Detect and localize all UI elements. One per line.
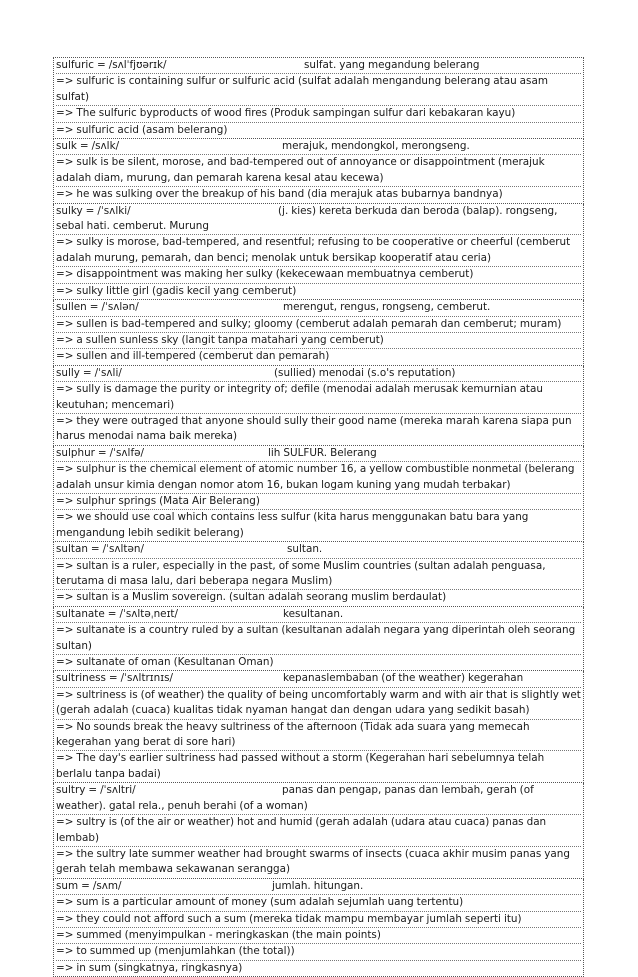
indonesian-meaning: lih SULFUR. Belerang [268,446,377,459]
example-sentence: => sultry is (of the air or weather) hot and humid (gerah adalah (udara atau cuaca) panas dan lembab) [56,815,581,847]
headword-pronunciation: sultry = /ˈsʌltri/ [56,784,136,797]
entry-headword-line [56,139,581,155]
example-sentence: => The sulfuric byproducts of wood fires (Produk sampingan sulfur dari kebakaran kayu) [56,106,581,122]
dictionary-entry [53,366,584,446]
entry-headword-line [56,446,581,462]
dictionary-page [53,57,584,977]
indonesian-meaning: (j. kies) kereta berkuda dan beroda (balap). rongseng, sebal hati. cemberut. Murung [56,204,558,233]
headword-pronunciation: sultanate = /ˈsʌltəˌneɪt/ [56,607,179,620]
entry-headword-line [56,58,581,74]
headword-pronunciation: sulfuric = /sʌlˈfjʊərɪk/ [56,59,167,71]
example-sentence: => sultan is a ruler, especially in the past, of some Muslim countries (sultan adalah penguasa, terutama di masa lalu, dari beberapa negara Muslim) [56,559,581,591]
example-sentence: => they could not afford such a sum (mereka tidak mampu membayar jumlah seperti itu) [56,912,581,928]
entry-headword-line [56,671,581,687]
example-sentence: => sulky is morose, bad-tempered, and resentful; refusing to be cooperative or cheerful (cemberut adalah murung, pemarah, dan benci; menolak untuk bersikap kooperatif atau ceria) [56,235,581,267]
example-sentence: => sum is a particular amount of money (sum adalah sejumlah uang tertentu) [56,895,581,911]
dictionary-entry [53,542,584,607]
indonesian-meaning: (sullied) menodai (s.o's reputation) [274,366,456,379]
entry-headword-line [56,542,581,558]
example-sentence: => sultanate is a country ruled by a sultan (kesultanan adalah negara yang diperintah oleh seorang sultan) [56,623,581,655]
example-sentence: => they were outraged that anyone should sully their good name (mereka marah karena siapa pun harus menodai nama baik mereka) [56,414,572,443]
entry-headword-line [56,204,581,236]
example-sentence: => sulfuric acid (asam belerang) [56,123,228,136]
example-sentence: => sulphur springs (Mata Air Belerang) [56,494,581,510]
example-sentence: => we should use coal which contains less sulfur (kita harus menggunakan batu bara yang mengandung lebih sedikit belerang) [56,511,529,539]
indonesian-meaning: jumlah. hitungan. [272,879,364,892]
headword-pronunciation: sullen = /ˈsʌlən/ [56,301,139,314]
example-sentence: => to summed up (menjumlahkan (the total)) [56,944,581,960]
example-sentence: => sultan is a Muslim sovereign. (sultan adalah seorang muslim berdaulat) [56,591,447,604]
dictionary-entry [53,204,584,300]
entry-headword-line [56,366,581,382]
headword-pronunciation: sully = /ˈsʌli/ [56,366,122,379]
headword-pronunciation: sultriness = /ˈsʌltrɪnɪs/ [56,672,174,685]
example-sentence: => sullen is bad-tempered and sulky; gloomy (cemberut adalah pemarah dan cemberut; muram) [56,317,581,333]
headword-pronunciation: sulky = /ˈsʌlki/ [56,204,131,217]
indonesian-meaning: kesultanan. [283,607,344,620]
indonesian-meaning: panas dan pengap, panas dan lembah, gerah (of weather). gatal rela., penuh berahi (of a woman) [56,784,534,812]
dictionary-entry [53,139,584,204]
example-sentence: => sullen and ill-tempered (cemberut dan pemarah) [56,350,330,363]
example-sentence: => sultriness is (of weather) the quality of being uncomfortably warm and with air that is slightly wet (gerah adalah (cuaca) kualitas tidak nyaman hangat dan dengan udara yang sedikit basah) [56,688,581,720]
dictionary-entry [53,300,584,366]
example-sentence: => the sultry late summer weather had brought swarms of insects (cuaca akhir musim panas yang gerah telah membawa sekawanan serangga) [56,847,570,876]
indonesian-meaning: merajuk, mendongkol, merongseng. [282,140,470,153]
example-sentence: => disappointment was making her sulky (kekecewaan membuatnya cemberut) [56,267,581,283]
example-sentence: => sulphur is the chemical element of atomic number 16, a yellow combustible nonmetal (belerang adalah unsur kimia dengan nomor atom 16, bukan logam kuning yang mudah terbakar) [56,462,581,494]
headword-pronunciation: sulk = /sʌlk/ [56,140,120,153]
entry-headword-line [56,607,581,623]
indonesian-meaning: sulfat. yang megandung belerang [304,59,480,71]
example-sentence: => The day's earlier sultriness had passed without a storm (Kegerahan hari sebelumnya telah berlalu tanpa badai) [56,752,545,780]
example-sentence: => sulky little girl (gadis kecil yang cemberut) [56,284,297,297]
example-sentence: => a sullen sunless sky (langit tanpa matahari yang cemberut) [56,333,581,349]
example-sentence: => No sounds break the heavy sultriness of the afternoon (Tidak ada suara yang memecah kegerahan yang berat di sore hari) [56,720,581,752]
example-sentence: => sulk is be silent, morose, and bad-tempered out of annoyance or disappointment (merajuk adalah diam, murung, dan pemarah karena kesal atau kecewa) [56,155,581,187]
example-sentence: => sultanate of oman (Kesultanan Oman) [56,656,274,669]
dictionary-entry [53,783,584,878]
example-sentence: => sully is damage the purity or integrity of; defile (menodai adalah merusak kemurnian atau keutuhan; mencemari) [56,382,581,414]
example-sentence: => he was sulking over the breakup of his band (dia merajuk atas bubarnya bandnya) [56,188,503,201]
dictionary-entry [53,671,584,783]
example-sentence: => sulfuric is containing sulfur or sulfuric acid (sulfat adalah mengandung belerang atau asam sulfat) [56,74,581,106]
entry-headword-line [56,783,581,815]
dictionary-entry [53,58,584,139]
indonesian-meaning: kepanaslembaban (of the weather) kegerahan [283,672,524,685]
indonesian-meaning: sultan. [287,543,323,556]
dictionary-entry [53,879,584,977]
headword-pronunciation: sultan = /ˈsʌltən/ [56,543,144,556]
entry-headword-line [56,879,581,895]
dictionary-entry [53,607,584,672]
dictionary-entry [53,446,584,542]
indonesian-meaning: merengut, rengus, rongseng, cemberut. [283,301,491,314]
headword-pronunciation: sulphur = /ˈsʌlfə/ [56,446,144,459]
entry-headword-line [56,300,581,316]
headword-pronunciation: sum = /sʌm/ [56,879,122,892]
example-sentence: => summed (menyimpulkan - meringkaskan (the main points) [56,928,581,944]
example-sentence: => in sum (singkatnya, ringkasnya) [56,961,243,974]
